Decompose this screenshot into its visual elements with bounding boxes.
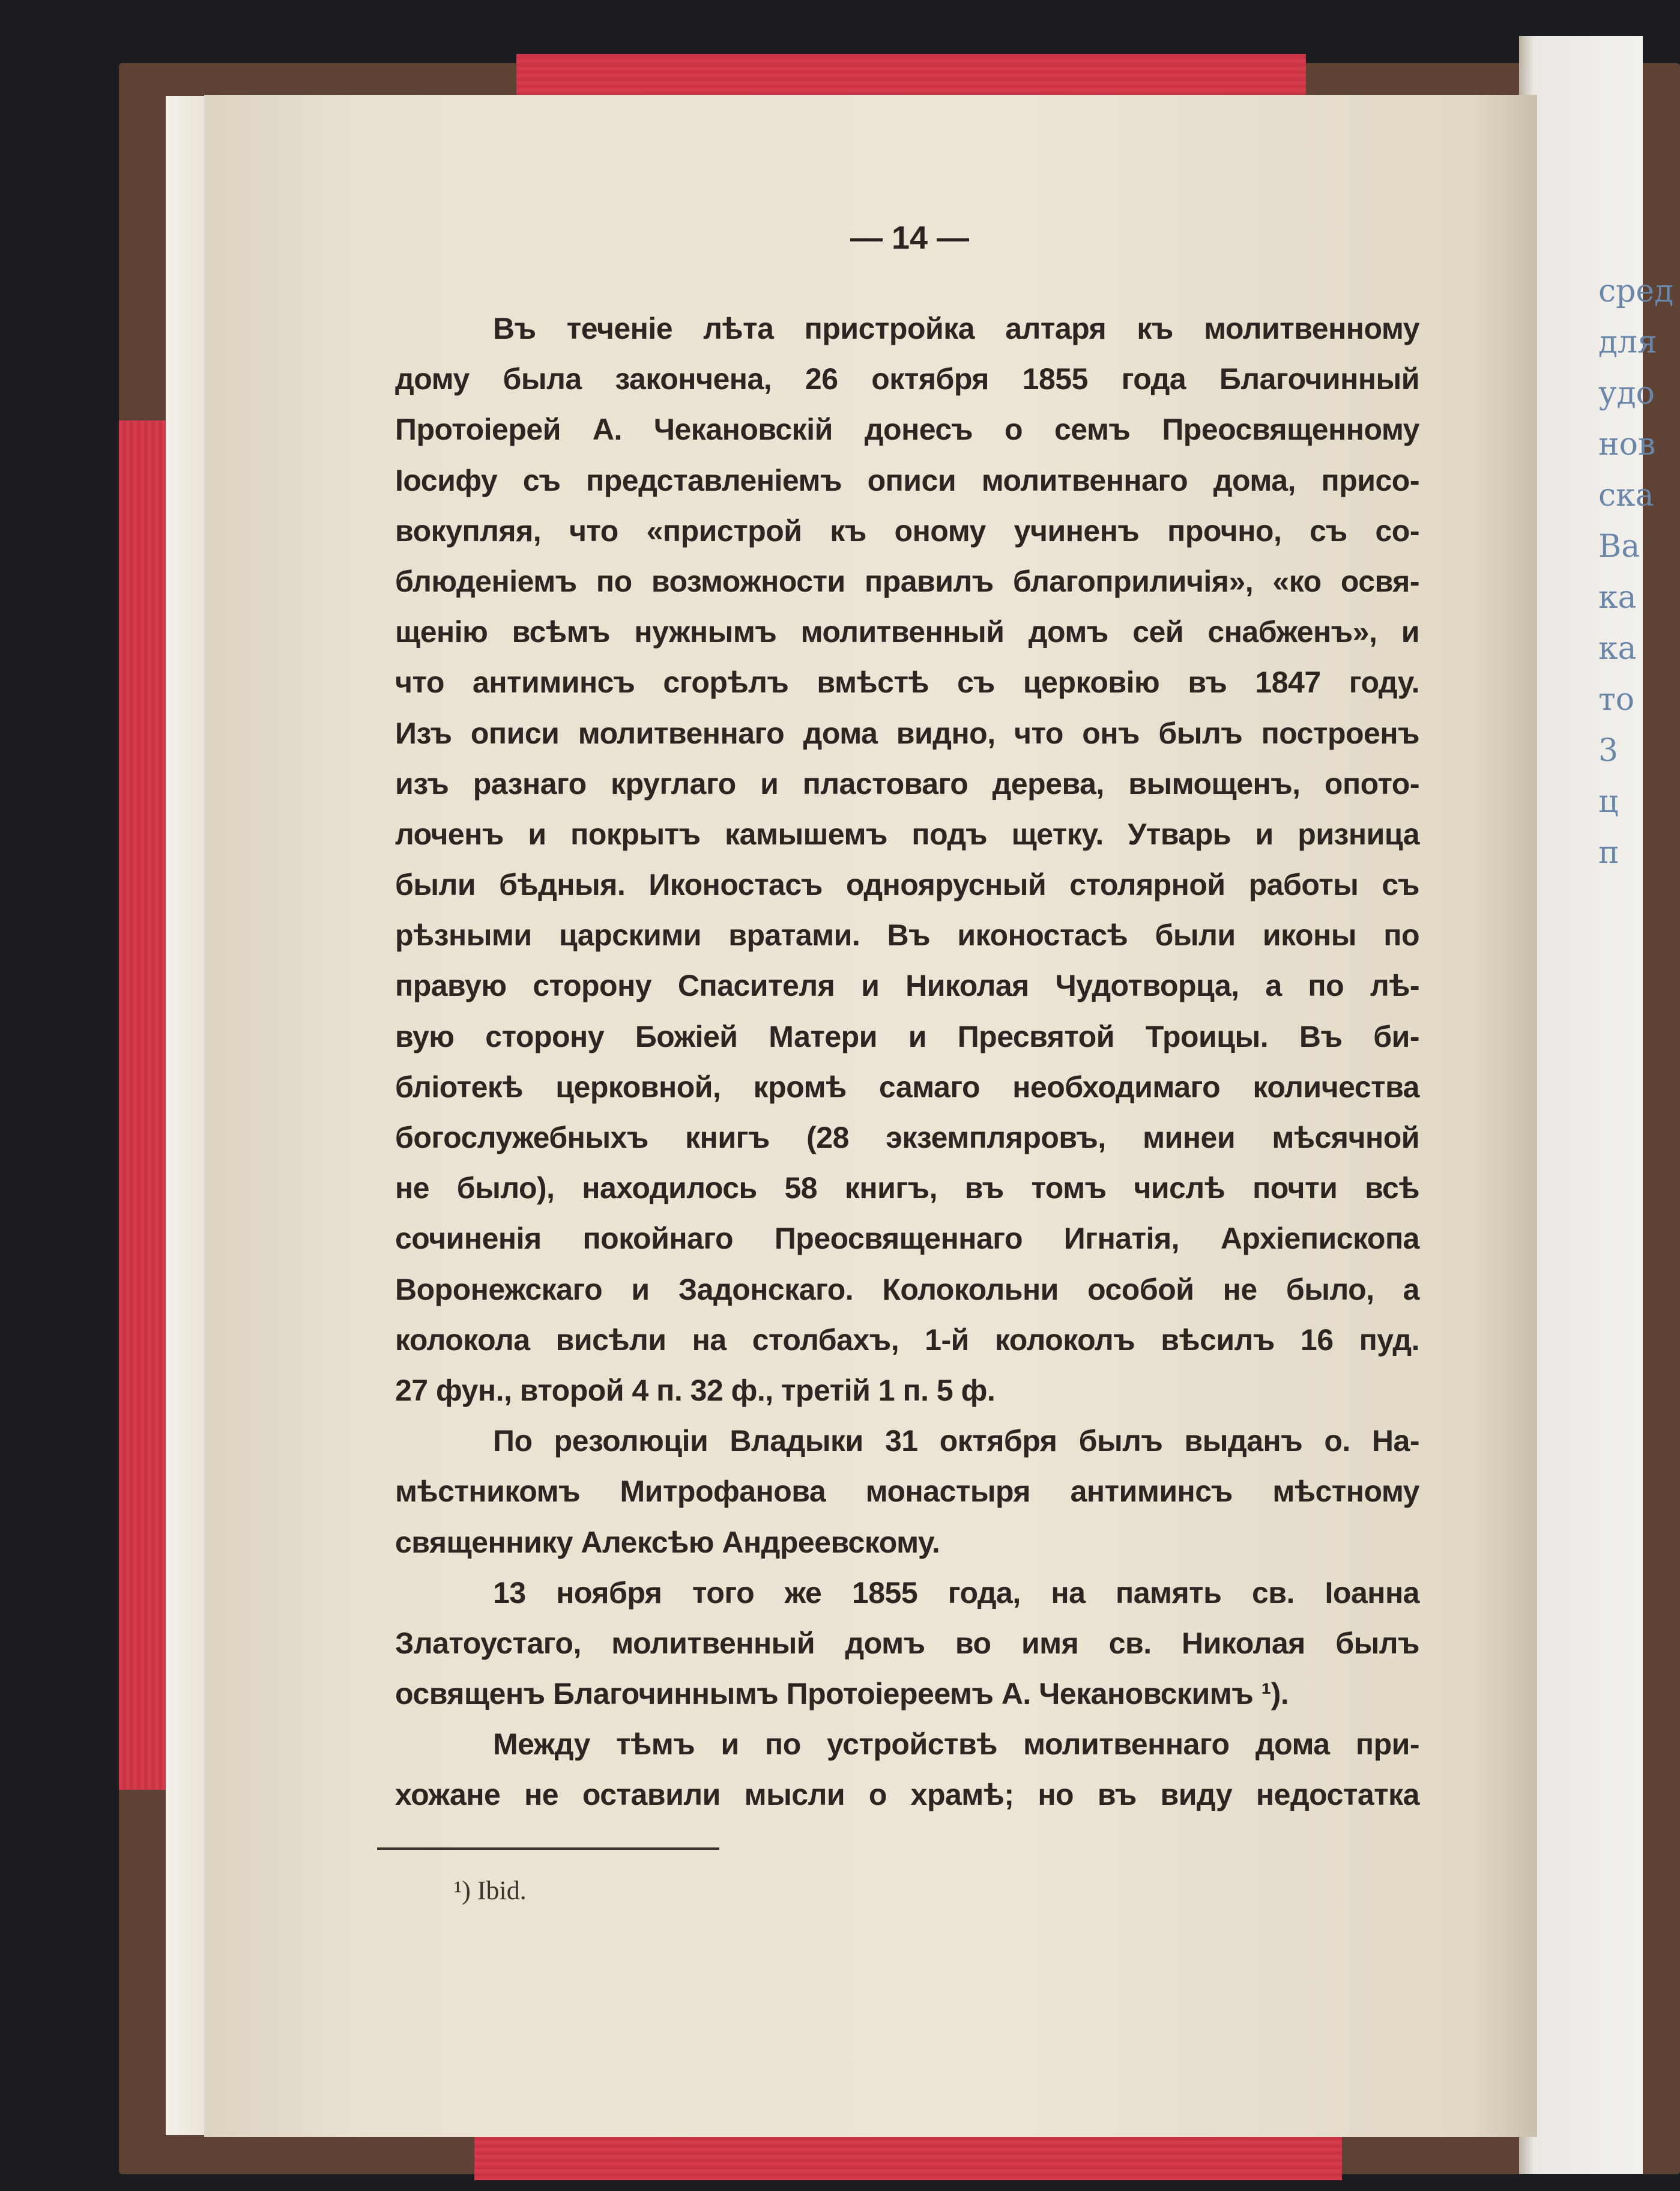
text-line: 13 ноября того же 1855 года, на память св. Іоанна — [493, 1575, 1419, 1610]
text-line: освященъ Благочиннымъ Протоіереемъ А. Чекановскимъ ¹). — [395, 1677, 1289, 1711]
text-line: Воронежскаго и Задонскаго. Колокольни особой не было, а — [395, 1272, 1419, 1306]
text-line: колокола висѣли на столбахъ, 1-й колоколъ вѣсилъ 16 пуд. — [395, 1323, 1419, 1357]
text-line: Златоустаго, молитвенный домъ во имя св. Николая былъ — [395, 1626, 1419, 1660]
text-line: Изъ описи молитвеннаго дома видно, что онъ былъ построенъ — [395, 716, 1419, 750]
text-line: дому была закончена, 26 октября 1855 года Благочинный — [395, 362, 1419, 396]
body-text — [395, 303, 1419, 1820]
facing-page-fragment: 3 — [1598, 733, 1619, 769]
facing-page-fragment: нов — [1598, 426, 1656, 462]
facing-page-fragment: ка — [1598, 580, 1637, 616]
text-line: Между тѣмъ и по устройствѣ молитвеннаго дома при- — [493, 1727, 1419, 1762]
footnote-rule — [377, 1847, 719, 1850]
facing-page-fragment: для — [1598, 324, 1657, 360]
text-line: лоченъ и покрытъ камышемъ подъ щетку. Утварь и ризница — [395, 817, 1419, 851]
text-line: 27 фун., второй 4 п. 32 ф., третій 1 п. 5 ф. — [395, 1373, 996, 1407]
page-number: — 14 — — [850, 220, 970, 256]
text-line: сочиненія покойнаго Преосвященнаго Игнатія, Архіепископа — [395, 1222, 1419, 1256]
facing-page-fragment: ц — [1598, 784, 1619, 820]
text-line: были бѣдныя. Иконостасъ одноярусный столярной работы съ — [395, 868, 1419, 902]
facing-page-fragment: п — [1598, 835, 1619, 871]
text-line: вокупляя, что «пристрой къ оному учиненъ прочно, съ со- — [395, 514, 1419, 548]
text-line: рѣзными царскими вратами. Въ иконостасѣ были иконы по — [395, 918, 1419, 953]
facing-page-fragment: удо — [1598, 375, 1655, 411]
text-line: щенію всѣмъ нужнымъ молитвенный домъ сей снабженъ», и — [395, 615, 1419, 649]
cover-red-top-band — [516, 54, 1306, 99]
text-line: изъ разнаго круглаго и пластоваго дерева, вымощенъ, опото- — [395, 766, 1419, 801]
facing-page-fragment: ска — [1598, 477, 1654, 514]
text-line: богослужебныхъ книгъ (28 экземпляровъ, минеи мѣсячной — [395, 1121, 1419, 1154]
text-line: мѣстникомъ Митрофанова монастыря антиминсъ мѣстному — [395, 1474, 1419, 1509]
facing-page-fragment: сред — [1598, 273, 1674, 309]
text-line: блюденіемъ по возможности правилъ благоприличія», «ко освя- — [395, 564, 1419, 598]
cover-red-bottom-band — [474, 2131, 1342, 2180]
facing-page-fragment: Ва — [1598, 529, 1640, 565]
text-line: не было), находилось 58 книгъ, въ томъ числѣ почти всѣ — [395, 1171, 1419, 1205]
text-line: бліотекѣ церковной, кромѣ самаго необходимаго количества — [395, 1070, 1419, 1104]
text-line: Въ теченіе лѣта пристройка алтаря къ молитвенному — [493, 312, 1419, 345]
footnote: ¹) Ibid. — [454, 1876, 527, 1905]
text-line: священнику Алексѣю Андреевскому. — [395, 1525, 940, 1559]
facing-page-fragment: то — [1598, 682, 1635, 718]
text-line: что антиминсъ сгорѣлъ вмѣстѣ съ церковію въ 1847 году. — [395, 665, 1419, 700]
text-line: вую сторону Божіей Матери и Пресвятой Троицы. Въ би- — [395, 1019, 1419, 1053]
text-line: По резолюціи Владыки 31 октября былъ выданъ о. На- — [493, 1424, 1419, 1458]
text-line: правую сторону Спасителя и Николая Чудотворца, а по лѣ- — [395, 969, 1419, 1003]
text-line: хожане не оставили мысли о храмѣ; но въ виду недостатка — [395, 1778, 1419, 1812]
text-line: Іосифу съ представленіемъ описи молитвеннаго дома, присо- — [395, 463, 1419, 497]
facing-page-fragment: ка — [1598, 631, 1637, 667]
text-line: Протоіерей А. Чекановскій донесъ о семъ Преосвященному — [395, 413, 1419, 447]
